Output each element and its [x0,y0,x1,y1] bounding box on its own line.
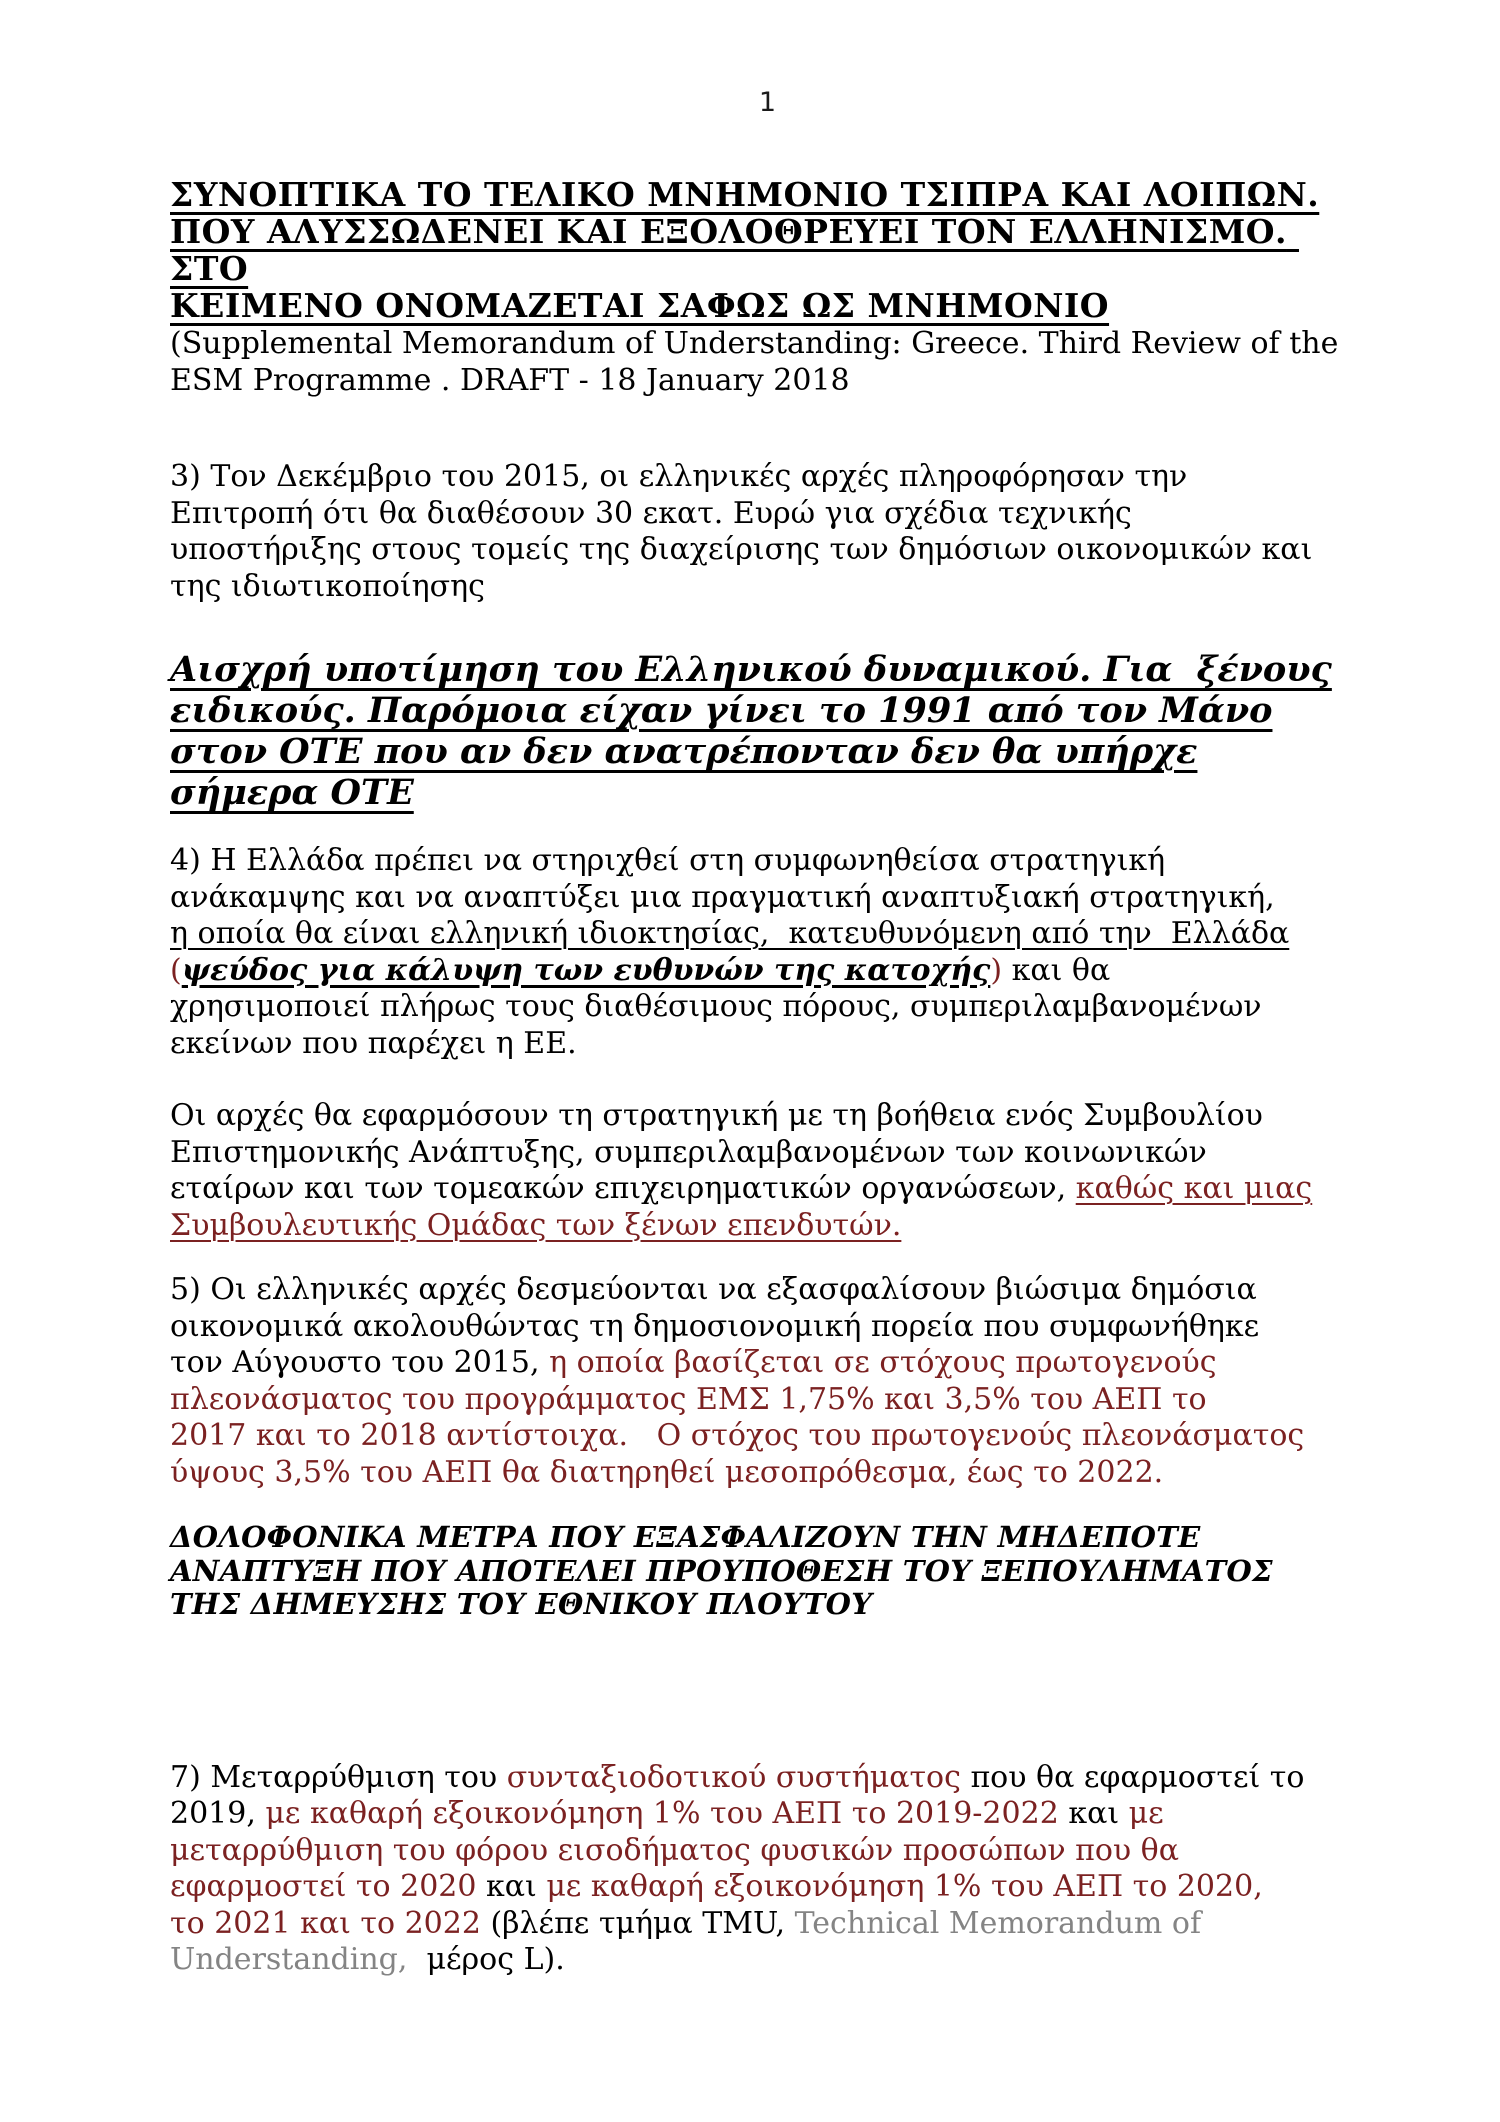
text-line [170,1555,1365,1589]
text-segment: Οι αρχές θα εφαρμόσουν τη στρατηγική με τη βοήθεια ενός Συμβουλίου [170,1098,1263,1133]
text-line [170,843,1365,880]
text-line [170,649,1365,690]
text-line [170,1833,1365,1870]
text-line [170,1521,1365,1555]
text-segment: ΣΥΝΟΠΤΙΚΑ ΤΟ ΤΕΛΙΚΟ ΜΝΗΜΟΝΙΟ ΤΣΙΠΡΑ ΚΑΙ ΛΟΙΠΩΝ. [170,175,1320,214]
text-segment: μεταρρύθμιση του φόρου εισοδήματος φυσικών προσώπων που θα [170,1832,1179,1868]
text-line [170,1208,1365,1245]
main-heading [170,176,1365,324]
text-line [170,1309,1365,1346]
text-segment: ESM Programme . DRAFT - 18 January 2018 [170,362,850,398]
text-segment: της ιδιωτικοποίησης [170,568,485,604]
text-segment: 2019, [170,1796,266,1831]
text-segment: εφαρμοστεί το 2020 [170,1869,477,1904]
text-segment: 2017 και το 2018 αντίστοιχα. Ο στόχος του πρωτογενούς πλεονάσματος [170,1418,1305,1453]
text-segment: στον ΟΤΕ που αν δεν ανατρέπονταν δεν θα υπήρχε [170,731,1198,772]
text-segment: εταίρων και των τομεακών επιχειρηματικών οργανώσεων, [170,1171,1076,1206]
text-line [170,1098,1365,1135]
text-line [170,731,1365,772]
text-line [170,326,1365,363]
text-line [170,1906,1365,1943]
text-line [170,1345,1365,1382]
text-line [170,690,1365,731]
text-segment: ύψους 3,5% του ΑΕΠ θα διατηρηθεί μεσοπρόθεσμα, έως το 2022. [170,1454,1164,1490]
text-line [170,459,1365,496]
text-segment: τον Αύγουστο του 2015, [170,1345,550,1380]
text-segment: 4) Η Ελλάδα πρέπει να στηριχθεί στη συμφωνηθείσα στρατηγική [170,843,1166,878]
text-line [170,287,1365,324]
text-segment: ΠΟΥ ΑΛΥΣΣΩΔΕΝΕΙ ΚΑΙ ΕΞΟΛΟΘΡΕΥΕΙ ΤΟΝ ΕΛΛΗΝΙΣΜΟ. ΣΤΟ [170,212,1299,288]
text-segment: η οποία βασίζεται σε στόχους πρωτογενούς [549,1345,1217,1380]
text-line [170,176,1365,213]
text-segment: με [1128,1796,1164,1831]
text-segment: ΑΝΑΠΤΥΞΗ ΠΟΥ ΑΠΟΤΕΛΕΙ ΠΡΟΥΠΟΘΕΣΗ ΤΟΥ ΞΕΠΟΥΛΗΜΑΤΟΣ [170,1553,1273,1588]
text-segment: και [476,1869,547,1904]
subtitle-english [170,326,1365,399]
text-line [170,496,1365,533]
text-segment: μέρος L). [416,1942,565,1977]
text-segment: σήμερα ΟΤΕ [170,772,414,813]
text-segment: καθώς και μιας [1075,1171,1313,1206]
text-line [170,213,1365,287]
text-segment: Επιτροπή ότι θα διαθέσουν 30 εκατ. Ευρώ για σχέδια τεχνικής [170,495,1132,531]
text-segment: ΚΕΙΜΕΝΟ ΟΝΟΜΑΖΕΤΑΙ ΣΑΦΩΣ ΩΣ ΜΝΗΜΟΝΙΟ [170,286,1110,325]
text-segment: υποστήριξης στους τομείς της διαχείρισης των δημόσιων οικονομικών και [170,532,1313,567]
paragraph-7 [170,1760,1365,1979]
text-segment: που θα εφαρμοστεί το [960,1759,1305,1795]
text-segment: 7) Μεταρρύθμιση του [170,1759,507,1795]
text-segment: (βλέπε τμήμα TMU, [490,1905,795,1941]
text-line [170,1455,1365,1492]
text-line [170,363,1365,400]
text-line [170,880,1365,917]
text-segment: ειδικούς. Παρόμοια είχαν γίνει το 1991 από τον Μάνο [170,690,1273,731]
caps-heading [170,1521,1365,1622]
text-segment: (Supplemental Memorandum of Understanding: Greece. Third Review of the [170,326,1339,361]
text-segment: η οποία θα είναι ελληνική ιδιοκτησίας, κατευθυνόμενη από την Ελλάδα [170,916,1290,951]
quote-heading [170,649,1365,813]
text-segment: εκείνων που παρέχει η ΕΕ. [170,1025,577,1061]
page-number: 1 [758,87,777,118]
text-segment: Αισχρή υποτίμηση του Ελληνικού δυναμικού. Για ξένους [170,649,1332,690]
text-line [170,1135,1365,1172]
text-segment: και [1058,1796,1129,1831]
text-line [170,1026,1365,1063]
text-segment: ανάκαμψης και να αναπτύξει μια πραγματική αναπτυξιακή στρατηγική, [170,879,1275,915]
text-segment: Συμβουλευτικής Ομάδας των ξένων επενδυτών. [170,1207,902,1243]
paragraph-3 [170,459,1365,605]
text-segment: Understanding, [170,1942,417,1977]
text-segment: συνταξιοδοτικού συστήματος [506,1759,961,1795]
text-line [170,1418,1365,1455]
text-segment: οικονομικά ακολουθώντας τη δημοσιονομική πορεία που συμφωνήθηκε [170,1308,1260,1344]
text-line [170,1869,1365,1906]
text-segment: ΔΟΛΟΦΟΝΙΚΑ ΜΕΤΡΑ ΠΟΥ ΕΞΑΣΦΑΛΙΖΟΥΝ ΤΗΝ ΜΗΔΕΠΟΤΕ [170,1520,1201,1554]
paragraph-5 [170,1272,1365,1491]
text-segment: ( [170,952,182,988]
text-segment: με καθαρή εξοικονόμηση 1% του ΑΕΠ το 2019-2022 [265,1796,1059,1831]
text-segment: και θα [1002,952,1111,988]
text-line [170,1760,1365,1797]
text-segment: 3) Τον Δεκέμβριο του 2015, οι ελληνικές αρχές πληροφόρησαν την [170,459,1188,494]
text-line [170,532,1365,569]
text-line [170,1171,1365,1208]
text-line [170,1588,1365,1622]
paragraph-authorities [170,1098,1365,1244]
text-line [170,772,1365,813]
text-line [170,1272,1365,1309]
text-segment: Technical Memorandum of [794,1905,1202,1941]
text-segment: το 2021 και το 2022 [170,1905,491,1941]
text-line [170,916,1365,953]
text-segment: 5) Οι ελληνικές αρχές δεσμεύονται να εξασφαλίσουν βιώσιμα δημόσια [170,1272,1257,1307]
text-segment: ΤΗΣ ΔΗΜΕΥΣΗΣ ΤΟΥ ΕΘΝΙΚΟΥ ΠΛΟΥΤΟΥ [170,1587,873,1621]
text-line [170,1796,1365,1833]
document-content [170,0,1365,1979]
text-line [170,989,1365,1026]
text-line [170,1382,1365,1419]
text-segment: ) [990,952,1003,988]
text-line [170,1942,1365,1979]
text-line [170,953,1365,990]
text-line [170,569,1365,606]
text-segment: πλεονάσματος του προγράμματος ΕΜΣ 1,75% και 3,5% του ΑΕΠ το [170,1381,1207,1417]
text-segment: με καθαρή εξοικονόμηση 1% του ΑΕΠ το 2020, [546,1869,1263,1904]
text-segment: Επιστημονικής Ανάπτυξης, συμπεριλαμβανομένων των κοινωνικών [170,1134,1207,1170]
paragraph-4 [170,843,1365,1062]
text-segment: χρησιμοποιεί πλήρως τους διαθέσιμους πόρους, συμπεριλαμβανομένων [170,989,1262,1024]
text-segment: ψεύδος για κάλυψη των ευθυνών της κατοχής [181,952,991,988]
